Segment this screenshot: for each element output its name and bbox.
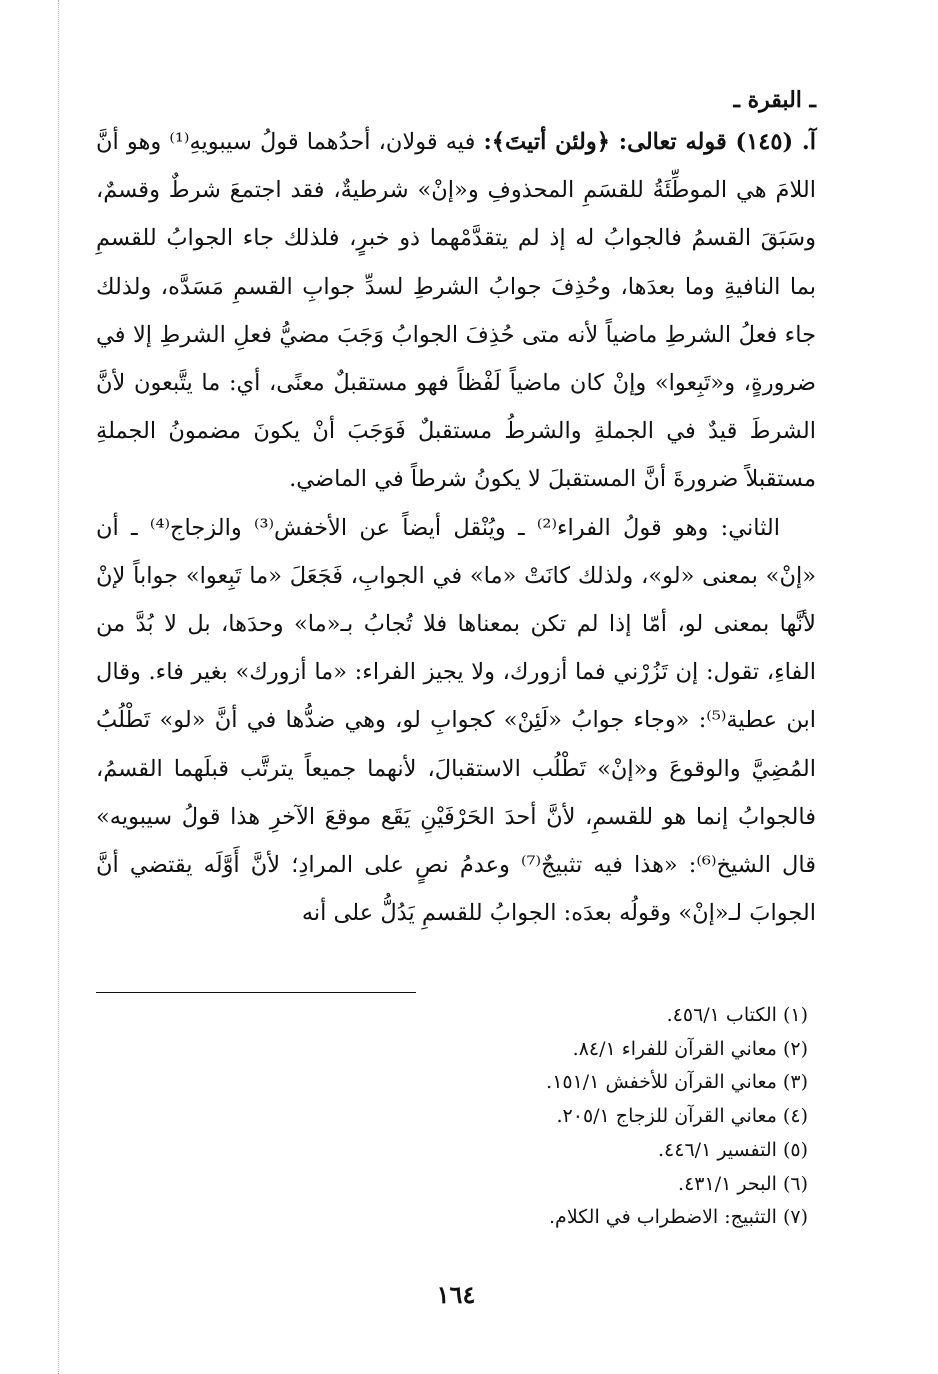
verse-lead: آ. (١٤٥) قوله تعالى: ﴿ولئن أتيتَ﴾:	[483, 129, 816, 155]
footnote-item: (٦) البحر ٤٣١/١.	[678, 1172, 808, 1195]
scan-edge-line	[58, 0, 59, 1374]
footnote-item: (٧) التثبيج: الاضطراب في الكلام.	[549, 1206, 808, 1229]
paragraph-2	[96, 504, 816, 938]
footnote-item: (٢) معاني القرآن للفراء ٨٤/١.	[572, 1037, 808, 1060]
footnote-item: (١) الكتاب ٤٥٦/١.	[666, 1004, 808, 1026]
footnote-item: (٣) معاني القرآن للأخفش ١٥١/١.	[546, 1071, 808, 1094]
running-header: ـ البقرة ـ	[733, 87, 816, 113]
main-text	[96, 118, 816, 937]
paragraph-2-text: الثاني: وهو قولُ الفراء⁽²⁾ ـ ويُنْقل أيضاً عن الأخفش⁽³⁾ والزجاج⁽⁴⁾ ـ أن «إنْ» بمعنى «لو»، ولذلك كانَتْ «ما» في الجوابِ، فَجَعَلَ «ما تَبِعوا» جواباً لإنْ لأنَّها بمعنى لو، أمّا إذا لم تكن بمعناها فلا تُجابُ بـ«ما» وحدَها، بل لا بُدَّ من الفاءِ، تقول: إن تَزُرْني فما أزورك، ولا يجيز الفراء: «ما أزورك» بغير فاء. وقال ابن عطية⁽⁵⁾: «وجاء جوابُ «لَئِنْ» كجوابِ لو، وهي ضدُّها في أنَّ «لو» تَطْلُبُ المُضِيَّ والوقوعَ و«إنْ» تَطْلُب الاستقبالَ، لأنهما جميعاً يترتَّب قبلَهما القسمُ، فالجوابُ إنما هو للقسمِ، لأنَّ أحدَ الحَرْفَيْنِ يَقَع موقعَ الآخرِ هذا قولُ سيبويه» قال الشيخ⁽⁶⁾: «هذا فيه تثبيجٌ⁽⁷⁾ وعدمُ نصٍ على المرادِ؛ لأنَّ أَوَّلَه يقتضي أنَّ الجوابَ لـ«إنْ» وقولُه بعدَه: الجوابُ للقسمِ يَدُلُّ على أنه	[96, 514, 817, 927]
paragraph-1-text: فيه قولان، أحدُهما قولُ سيبويهِ⁽¹⁾ وهو أنَّ اللامَ هي الموطِّئَةُ للقسَمِ المحذوفِ و«إنْ» شرطيةٌ، فقد اجتمعَ شرطٌ وقسمٌ، وسَبَقَ القسمُ فالجوابُ له إذ لم يتقدَّمْهما ذو خبرٍ، فلذلك جاء الجوابُ للقسمِ بما النافيةِ وما بعدَها، وحُذِفَ جوابُ الشرطِ لسدِّ جوابِ القسمِ مَسَدَّه، ولذلك جاء فعلُ الشرطِ ماضياً لأنه متى حُذِفَ الجوابُ وَجَبَ مضيُّ فعلِ الشرطِ إلا في ضرورةٍ، و«تَبِعوا» وإنْ كان ماضياً لَفْظاً فهو مستقبلٌ معنًى، أي: ما يتَّبعون لأنَّ الشرطَ قيدٌ في الجملةِ والشرطُ مستقبلٌ فَوَجَبَ أنْ يكونَ مضمونُ الجملةِ مستقبلاً ضرورةَ أنَّ المستقبلَ لا يكونُ شرطاً في الماضي.	[96, 129, 817, 493]
footnote-item: (٥) التفسير ٤٤٦/١.	[658, 1138, 808, 1161]
footnotes-list	[248, 999, 808, 1235]
paragraph-1	[96, 118, 816, 504]
footnote-item: (٤) معاني القرآن للزجاج ٢٠٥/١.	[556, 1105, 808, 1128]
document-page	[96, 84, 817, 1309]
footnote-divider	[96, 992, 416, 993]
page-number: ١٦٤	[436, 1280, 476, 1309]
